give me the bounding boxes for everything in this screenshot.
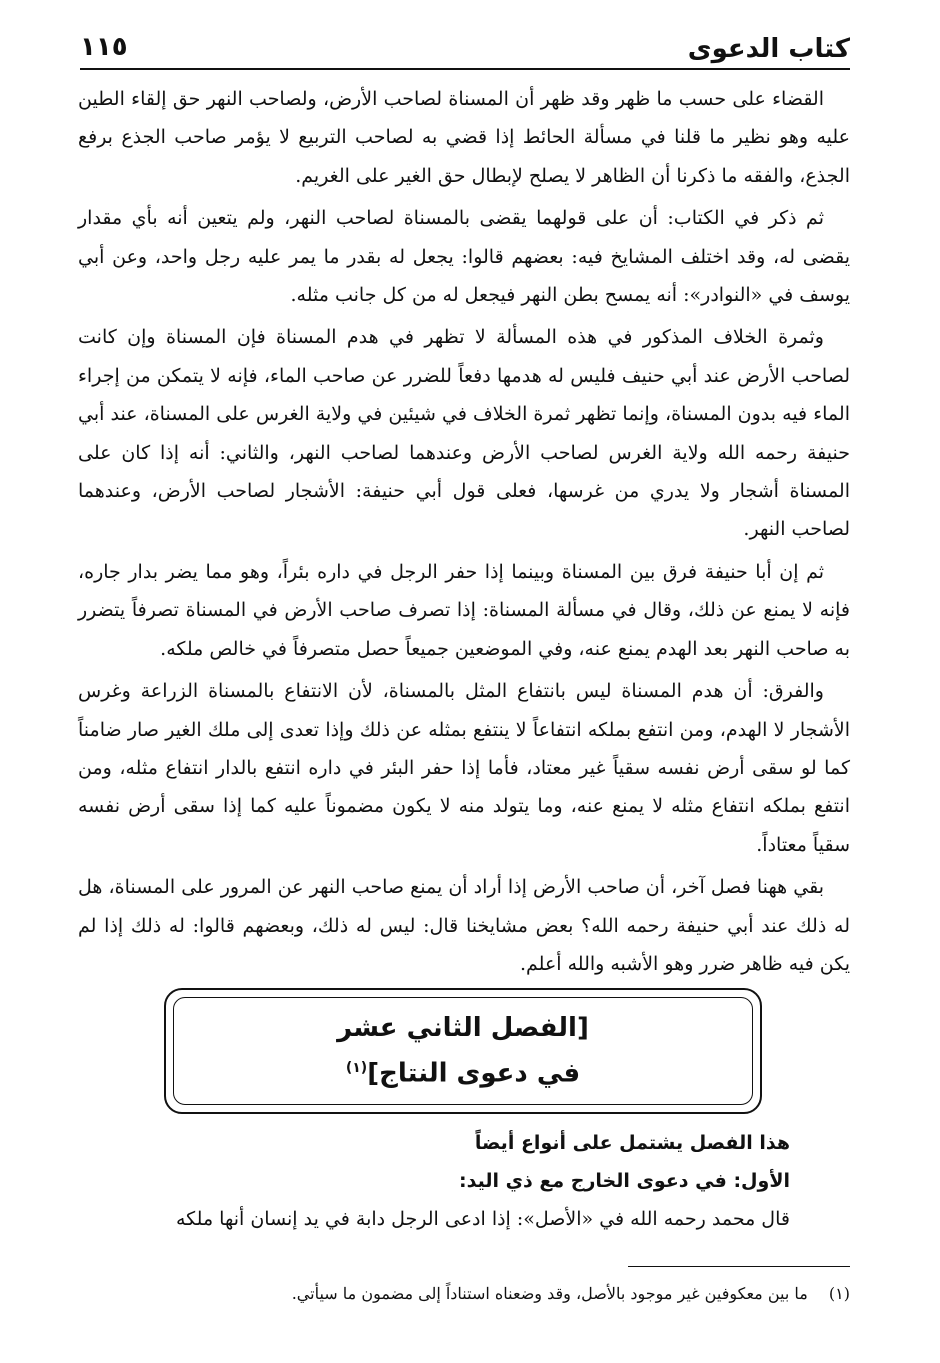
section-start (78, 1124, 790, 1238)
chapter-title-text: في دعوى النتاج] (367, 1058, 581, 1089)
paragraph: ثم ذكر في الكتاب: أن على قولهما يقضى بالمسناة لصاحب النهر، ولم يتعين أنه بأي مقدار يقضى له، وقد اختلف المشايخ فيه: بعضهم قالوا: يجعل له بقدر ما يمر عليه رجل واحد، وعن أبي يوسف في «النوادر»: أنه يمسح بطن النهر فيجعل له من كل جانب مثله. (78, 207, 850, 307)
section-first-line: قال محمد رحمه الله في «الأصل»: إذا ادعى الرجل دابة في يد إنسان أنها ملكه (175, 1208, 790, 1230)
chapter-title (166, 1008, 760, 1094)
paragraph: والفرق: أن هدم المسناة ليس بانتفاع المثل بالمسناة، لأن الانتفاع بالمسناة الزراعة وغرس الأشجار لا الهدم، ومن انتفع بملكه انتفاعاً لا ينتفع بمثله عن ذلك وإذا تعدى إلى ملك الغير صار ضامناً كما لو سقى أرض نفسه سقياً غير معتاد، فأما إذا حفر البئر في داره انتفع بالدار انتفاع مثله، ومن انتفع بملكه انتفاع مثله لا يمنع عنه، وما يتولد منه لا يكون مضموناً عليه كما إذا سقى أرض نفسه سقياً معتاداً. (78, 680, 850, 856)
paragraph: ثم إن أبا حنيفة فرق بين المسناة وبينما إذا حفر الرجل في داره بئراً، وهو مما يضر بدار جاره، فإنه لا يمنع عن ذلك، وقال في مسألة المسناة: إذا تصرف صاحب الأرض في المسناة تصرفاً يتضرر به صاحب النهر بعد الهدم يمنع عنه، وفي الموضعين جميعاً حصل متصرفاً في خالص ملكه. (78, 560, 850, 660)
subsection-heading: الأول: في دعوى الخارج مع ذي اليد: (459, 1170, 790, 1192)
chapter-title-line1: [الفصل الثاني عشر (337, 1013, 589, 1043)
chapter-heading-frame (164, 988, 762, 1114)
footnote-number: (١) (828, 1284, 850, 1303)
footnote (140, 1282, 850, 1306)
main-text (78, 80, 850, 987)
footnote-text: ما بين معكوفين غير موجود بالأصل، وقد وضعناه استناداً إلى مضمون ما سيأتي. (291, 1284, 808, 1303)
page-header (80, 26, 850, 70)
paragraph: بقي ههنا فصل آخر، أن صاحب الأرض إذا أراد أن يمنع صاحب النهر عن المرور على المسناة، هل له ذلك عند أبي حنيفة رحمه الله؟ بعض مشايخنا قال: ليس له ذلك، وبعضهم قالوا: له ذلك إذا لم يكن فيه ظاهر ضرر وهو الأشبه والله أعلم. (78, 876, 850, 975)
header-divider (80, 68, 850, 70)
paragraph: القضاء على حسب ما ظهر وقد ظهر أن المسناة لصاحب الأرض، ولصاحب النهر حق إلقاء الطين عليه وهو نظير ما قلنا في مسألة الحائط إذا قضي به لصاحب التربيع لا يؤمر صاحب الجذع برفع الجذع، والفقه ما ذكرنا أن الظاهر لا يصلح لإبطال حق الغير على الغريم. (78, 88, 850, 187)
paragraph: وثمرة الخلاف المذكور في هذه المسألة لا تظهر في هدم المسناة فإن المسناة وإن كانت لصاحب الأرض عند أبي حنيف فليس له هدمها دفعاً للضرر عن صاحب الماء، فإنه لا يتمكن من إجراء الماء فيه بدون المسناة، وإنما تظهر ثمرة الخلاف في شيئين في ولاية الغرس على المسناة، عند أبي حنيفة رحمه الله ولاية الغرس لصاحب الأرض وعندهما لصاحب النهر، والثاني: أنه إذا كان على المسناة أشجار ولا يدري من غرسها، فعلى قول أبي حنيفة: الأشجار لصاحب الأرض، وعندهما لصاحب النهر. (78, 326, 850, 541)
footnote-reference[interactable]: (١) (345, 1060, 368, 1076)
section-intro: هذا الفصل يشتمل على أنواع أيضاً (474, 1132, 790, 1154)
chapter-title-line2 (166, 1048, 760, 1094)
page-number: ١١٥ (80, 32, 128, 62)
running-title: كتاب الدعوى (687, 34, 850, 64)
footnote-divider (628, 1266, 850, 1267)
